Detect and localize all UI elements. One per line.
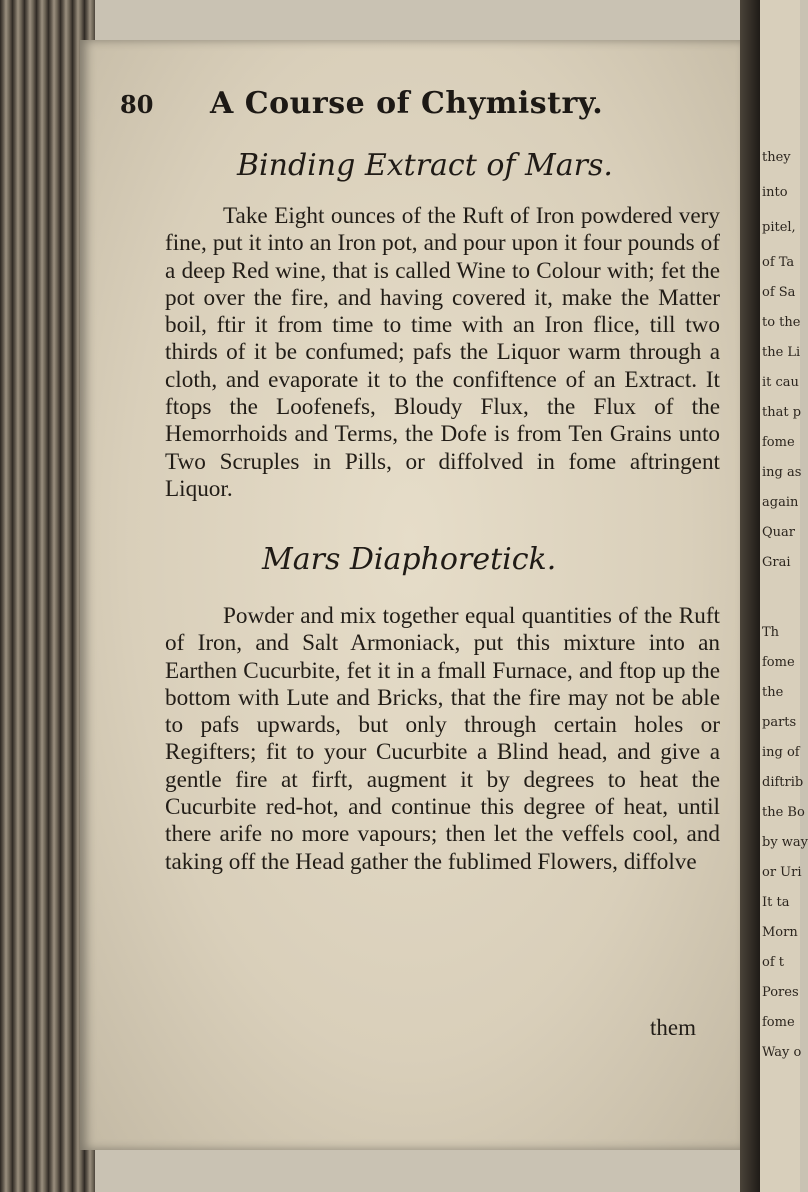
facing-page-fragment: Way o bbox=[762, 1045, 802, 1060]
facing-page-fragment: to the bbox=[762, 315, 801, 330]
facing-page-fragment: the bbox=[762, 685, 784, 700]
facing-page-fragment: Grai bbox=[762, 555, 791, 570]
facing-page-fragment: the Li bbox=[762, 345, 801, 360]
facing-page-fragment: it cau bbox=[762, 375, 799, 390]
facing-page-fragment: ing as bbox=[762, 465, 802, 480]
facing-page-fragment: that p bbox=[762, 405, 802, 420]
page-number: 80 bbox=[120, 90, 154, 119]
running-head: A Course of Chymistry. bbox=[210, 86, 604, 121]
facing-page-fragment: Morn bbox=[762, 925, 798, 940]
facing-page-fragment: of t bbox=[762, 955, 784, 970]
section-heading: Binding Extract of Mars. bbox=[237, 148, 613, 183]
facing-page-fragment: again bbox=[762, 495, 799, 510]
facing-page-fragment: Th bbox=[762, 625, 780, 640]
facing-page-fragment: ing of bbox=[762, 745, 800, 760]
facing-page-fragment: into bbox=[762, 185, 788, 200]
facing-page-edge bbox=[760, 0, 808, 1192]
facing-page-fragment: of Sa bbox=[762, 285, 796, 300]
facing-page-fragment: the Bo bbox=[762, 805, 805, 820]
facing-page-fragment: they bbox=[762, 150, 791, 165]
facing-page-fragment: Quar bbox=[762, 525, 795, 540]
facing-page-fragment: parts bbox=[762, 715, 797, 730]
facing-page-fragment: Pores bbox=[762, 985, 799, 1000]
book-gutter bbox=[740, 0, 760, 1192]
facing-page-fragment: fome bbox=[762, 655, 795, 670]
facing-page-fragment: fome bbox=[762, 435, 795, 450]
page-header bbox=[120, 86, 720, 130]
section-heading: Mars Diaphoretick. bbox=[262, 542, 557, 577]
paragraph-text: Take Eight ounces of the Ruft of Iron powdered very fine, put it into an Iron pot, and pour upon it four pounds of a deep Red wine, that is called Wine to Colour with; fet the pot over the fire, and having covered it, make the Matter boil, ftir it from time to time with an Iron flice, till two thirds of it be confumed; pafs the Liquor warm through a cloth, and evaporate it to the confiftence of an Extract. It ftops the Loofenefs, Bloudy Flux, the Flux of the Hemorrhoids and Terms, the Dofe is from Ten Grains unto Two Scruples in Pills, or diffolved in fome aftringent Liquor. bbox=[165, 203, 720, 502]
facing-page-fragment: by way bbox=[762, 835, 808, 850]
paragraph-text: Powder and mix together equal quantities of the Ruft of Iron, and Salt Armoniack, put this mixture into an Earthen Cucurbite, fet it in a fmall Furnace, and ftop up the bottom with Lute and Bricks, that the fire may not be able to pafs upwards, but only through certain holes or Regifters; fit to your Cucurbite a Blind head, and give a gentle fire at firft, augment it by degrees to heat the Cucurbite red-hot, and continue this degree of heat, until there arife no more vapours; then let the veffels cool, and taking off the Head gather the fublimed Flowers, diffolve bbox=[165, 603, 720, 875]
facing-page-fragment: of Ta bbox=[762, 255, 795, 270]
section-body bbox=[165, 203, 720, 503]
facing-page-fragment: or Uri bbox=[762, 865, 802, 880]
facing-page-fragment: fome bbox=[762, 1015, 795, 1030]
facing-page-fragment: It ta bbox=[762, 895, 790, 910]
catchword: them bbox=[650, 1015, 696, 1040]
facing-page-fragment: diftrib bbox=[762, 775, 804, 790]
facing-page-fragment: pitel, bbox=[762, 220, 796, 235]
section-body bbox=[165, 603, 720, 876]
